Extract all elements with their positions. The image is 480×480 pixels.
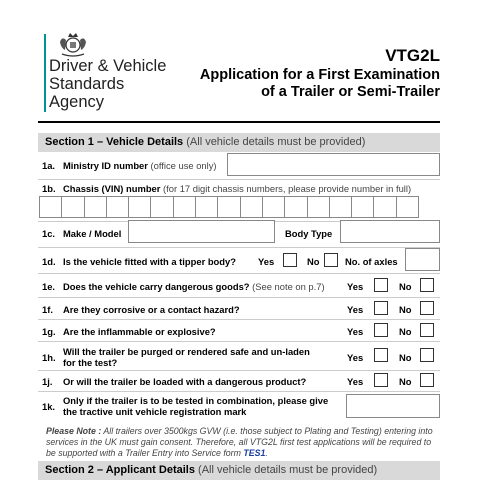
row-number: 1j. — [42, 376, 53, 387]
vin-character-box[interactable] — [307, 196, 330, 218]
form-title — [200, 67, 440, 101]
ministry-id-input[interactable] — [227, 153, 440, 176]
row-divider — [38, 341, 440, 342]
note-text: All trailers over 3500kgs GVW (i.e. those subject to Plating and Testing) entering into services in the UK must gain consent. Therefore, all VTG2L first test applications will be required to be supported with a Trailer Entry into Service form — [46, 426, 433, 458]
no-label: No — [399, 352, 412, 363]
row-number: 1f. — [42, 304, 53, 315]
no-label: No — [399, 326, 412, 337]
row-number: 1c. — [42, 228, 56, 239]
no-label: No — [399, 281, 412, 292]
inflammable-no-checkbox[interactable] — [420, 323, 434, 337]
vin-character-box[interactable] — [217, 196, 240, 218]
row-divider — [38, 273, 440, 274]
form-title-line1: Application for a First Examination — [199, 67, 440, 83]
section2-title: Section 2 – Applicant Details — [45, 464, 195, 476]
tes1-link[interactable]: TES1 — [243, 448, 266, 458]
tipper-yes-checkbox[interactable] — [283, 253, 297, 267]
dangerous-goods-no-checkbox[interactable] — [420, 278, 434, 292]
vin-character-box[interactable] — [329, 196, 352, 218]
corrosive-label: Are they corrosive or a contact hazard? — [63, 304, 240, 315]
row-divider — [38, 391, 440, 392]
yes-label: Yes — [347, 281, 364, 292]
vin-character-box[interactable] — [262, 196, 285, 218]
yes-label: Yes — [347, 376, 364, 387]
inflammable-label: Are the inflammable or explosive? — [63, 326, 216, 337]
yes-label: Yes — [258, 256, 275, 267]
purged-yes-checkbox[interactable] — [374, 348, 388, 362]
row-number: 1b. — [42, 183, 56, 194]
axles-input[interactable] — [405, 248, 440, 271]
yes-label: Yes — [347, 326, 364, 337]
vin-character-box[interactable] — [240, 196, 263, 218]
vin-character-box[interactable] — [106, 196, 129, 218]
vin-character-box[interactable] — [150, 196, 173, 218]
vin-character-box[interactable] — [173, 196, 196, 218]
row-number: 1a. — [42, 160, 56, 171]
row-number: 1h. — [42, 352, 56, 363]
vin-character-box[interactable] — [61, 196, 84, 218]
dangerous-goods-label: Does the vehicle carry dangerous goods? — [63, 281, 250, 292]
vin-character-box[interactable] — [84, 196, 107, 218]
tipper-body-label: Is the vehicle fitted with a tipper body? — [63, 256, 236, 267]
vin-character-box[interactable] — [195, 196, 218, 218]
vin-label: Chassis (VIN) number — [63, 183, 161, 194]
vin-character-box[interactable] — [128, 196, 151, 218]
registration-label-line1: Only if the trailer is to be tested in combination, please give — [63, 395, 329, 406]
purged-label-line1: Will the trailer be purged or rendered safe and un-laden — [63, 346, 310, 357]
purged-label-line2: for the test? — [63, 357, 118, 368]
corrosive-no-checkbox[interactable] — [420, 301, 434, 315]
make-model-label: Make / Model — [63, 228, 122, 239]
corrosive-yes-checkbox[interactable] — [374, 301, 388, 315]
make-model-input[interactable] — [128, 220, 275, 243]
ministry-id-label: Ministry ID number — [63, 160, 148, 171]
agency-name-line1: Driver & Vehicle — [49, 57, 167, 75]
royal-crest-logo — [56, 30, 90, 58]
vin-character-box[interactable] — [284, 196, 307, 218]
agency-name — [49, 57, 166, 111]
registration-mark-input[interactable] — [346, 394, 440, 418]
loaded-label: Or will the trailer be loaded with a dangerous product? — [63, 376, 307, 387]
agency-name-line3: Agency — [49, 93, 105, 111]
row-divider — [38, 297, 440, 298]
no-label: No — [399, 376, 412, 387]
row-divider — [38, 179, 440, 180]
yes-label: Yes — [347, 304, 364, 315]
loaded-yes-checkbox[interactable] — [374, 373, 388, 387]
brand-accent-bar — [44, 34, 46, 112]
registration-label-line2: the tractive unit vehicle registration mark — [63, 406, 247, 417]
form-code: VTG2L — [385, 46, 440, 65]
section1-title: Section 1 – Vehicle Details — [45, 136, 184, 148]
no-label: No — [307, 256, 320, 267]
purged-no-checkbox[interactable] — [420, 348, 434, 362]
tipper-no-checkbox[interactable] — [324, 253, 338, 267]
vin-character-box[interactable] — [39, 196, 62, 218]
header-divider — [38, 121, 440, 123]
vin-input-grid — [39, 196, 418, 218]
inflammable-yes-checkbox[interactable] — [374, 323, 388, 337]
row-number: 1d. — [42, 256, 56, 267]
yes-label: Yes — [347, 352, 364, 363]
axles-label: No. of axles — [345, 256, 398, 267]
body-type-label: Body Type — [285, 228, 333, 239]
no-label: No — [399, 304, 412, 315]
please-note — [46, 426, 436, 459]
dangerous-goods-hint: (See note on p.7) — [252, 281, 325, 292]
row-divider — [38, 319, 440, 320]
agency-name-line2: Standards — [49, 75, 125, 93]
section2-note: (All vehicle details must be provided) — [198, 464, 378, 476]
section1-note: (All vehicle details must be provided) — [186, 136, 366, 148]
form-title-line2: of a Trailer or Semi-Trailer — [261, 84, 440, 100]
row-number: 1g. — [42, 326, 56, 337]
row-divider — [38, 370, 440, 371]
row-divider — [38, 247, 440, 248]
vin-character-box[interactable] — [396, 196, 419, 218]
vin-character-box[interactable] — [373, 196, 396, 218]
ministry-id-hint: (office use only) — [150, 160, 217, 171]
note-tail: . — [265, 448, 268, 458]
note-lead: Please Note : — [46, 426, 102, 436]
section1-header — [38, 133, 440, 152]
body-type-input[interactable] — [340, 220, 440, 243]
loaded-no-checkbox[interactable] — [420, 373, 434, 387]
row-number: 1e. — [42, 281, 56, 292]
row-number: 1k. — [42, 401, 56, 412]
dangerous-goods-yes-checkbox[interactable] — [374, 278, 388, 292]
vin-character-box[interactable] — [351, 196, 374, 218]
vin-hint: (for 17 digit chassis numbers, please provide number in full) — [163, 183, 412, 194]
section2-header — [38, 461, 440, 480]
